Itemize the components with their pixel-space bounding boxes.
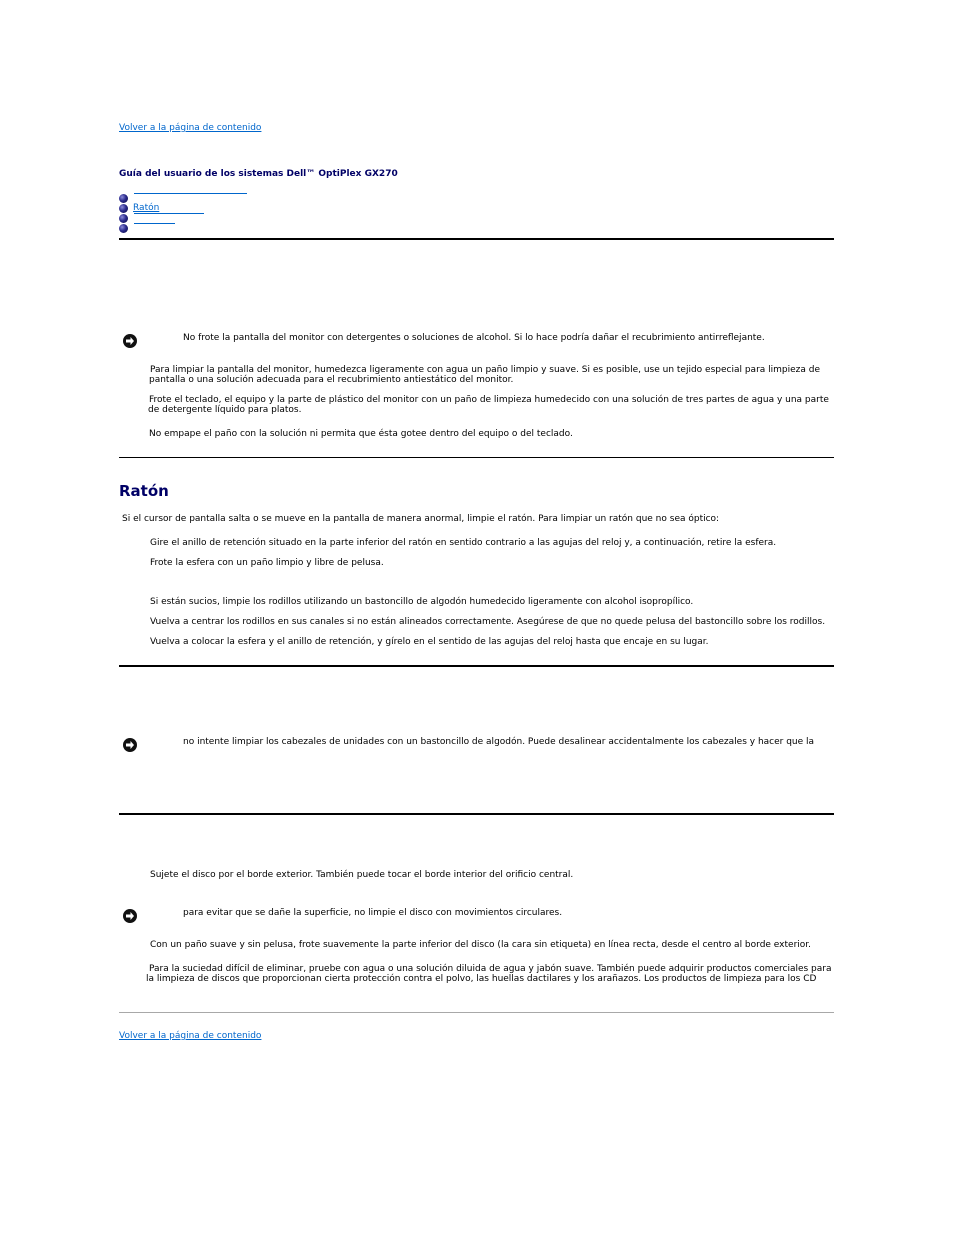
paragraph — [149, 365, 820, 385]
footer-divider — [119, 1012, 834, 1013]
section-divider — [119, 665, 834, 667]
paragraph-line: Para la suciedad difícil de eliminar, pruebe con agua o una solución diluida de agua y jabón suave. También puede adquirir productos comerciales para — [149, 964, 832, 974]
disc-step-2: Con un paño suave y sin pelusa, frote suavemente la parte inferior del disco (la cara sin etiqueta) en línea recta, desde el centro al borde exterior. — [150, 940, 812, 950]
notice-text: para evitar que se dañe la superficie, no limpie el disco con movimientos circulares. — [183, 908, 563, 918]
paragraph — [148, 395, 829, 415]
nav-link-3[interactable] — [134, 213, 204, 214]
mouse-intro: Si el cursor de pantalla salta o se mueve en la pantalla de manera anormal, limpie el ratón. Para limpiar un ratón que no sea óptico: — [122, 514, 720, 524]
bullet-icon — [119, 224, 128, 233]
section-divider — [119, 457, 834, 458]
section-heading-mouse: Ratón — [119, 482, 169, 500]
paragraph: No empape el paño con la solución ni permita que ésta gotee dentro del equipo o del teclado. — [149, 429, 573, 439]
notice-icon — [123, 909, 137, 923]
notice-text: No frote la pantalla del monitor con detergentes o soluciones de alcohol. Si lo hace podría dañar el recubrimiento antirreflejante. — [183, 333, 765, 343]
back-to-contents-link-bottom[interactable]: Volver a la página de contenido — [119, 1031, 262, 1041]
section-divider — [119, 238, 834, 240]
section-divider — [119, 813, 834, 815]
nav-link-mouse[interactable]: Ratón — [133, 203, 160, 213]
notice-icon — [123, 334, 137, 348]
mouse-step-1: Gire el anillo de retención situado en la parte inferior del ratón en sentido contrario a las agujas del reloj y, a continuación, retire la esfera. — [150, 538, 777, 548]
mouse-step-2: Frote la esfera con un paño limpio y libre de pelusa. — [150, 558, 384, 568]
paragraph-line: Para limpiar la pantalla del monitor, humedezca ligeramente con agua un paño limpio y suave. Si es posible, use un tejido especial para limpieza de — [150, 365, 821, 375]
bullet-icon — [119, 204, 128, 213]
disc-step-1: Sujete el disco por el borde exterior. También puede tocar el borde interior del orificio central. — [150, 870, 574, 880]
back-to-contents-link-top[interactable]: Volver a la página de contenido — [119, 123, 262, 133]
notice-icon — [123, 738, 137, 752]
paragraph-line: la limpieza de discos que proporcionan cierta protección contra el polvo, las huellas dactilares y los arañazos. Los productos de limpieza para los CD — [146, 974, 817, 984]
mouse-step-4: Vuelva a centrar los rodillos en sus canales si no están alineados correctamente. Asegúrese de que no quede pelusa del bastoncillo sobre los rodillos. — [150, 617, 826, 627]
bullet-icon — [119, 194, 128, 203]
paragraph-line: pantalla o una solución adecuada para el recubrimiento antiestático del monitor. — [149, 375, 514, 385]
paragraph-line: de detergente líquido para platos. — [148, 405, 302, 415]
mouse-step-3: Si están sucios, limpie los rodillos utilizando un bastoncillo de algodón humedecido ligeramente con alcohol isopropílico. — [150, 597, 694, 607]
nav-link-4[interactable] — [134, 223, 175, 224]
bullet-icon — [119, 214, 128, 223]
mouse-step-5: Vuelva a colocar la esfera y el anillo de retención, y gírelo en el sentido de las agujas del reloj hasta que encaje en su lugar. — [150, 637, 709, 647]
paragraph — [146, 964, 832, 984]
nav-link-1[interactable] — [134, 193, 247, 194]
guide-title: Guía del usuario de los sistemas Dell™ OptiPlex GX270 — [119, 169, 398, 179]
paragraph-line: Frote el teclado, el equipo y la parte de plástico del monitor con un paño de limpieza humedecido con una solución de tres partes de agua y una parte — [149, 395, 829, 405]
notice-text: no intente limpiar los cabezales de unidades con un bastoncillo de algodón. Puede desalinear accidentalmente los cabezales y hacer que la — [183, 737, 815, 747]
